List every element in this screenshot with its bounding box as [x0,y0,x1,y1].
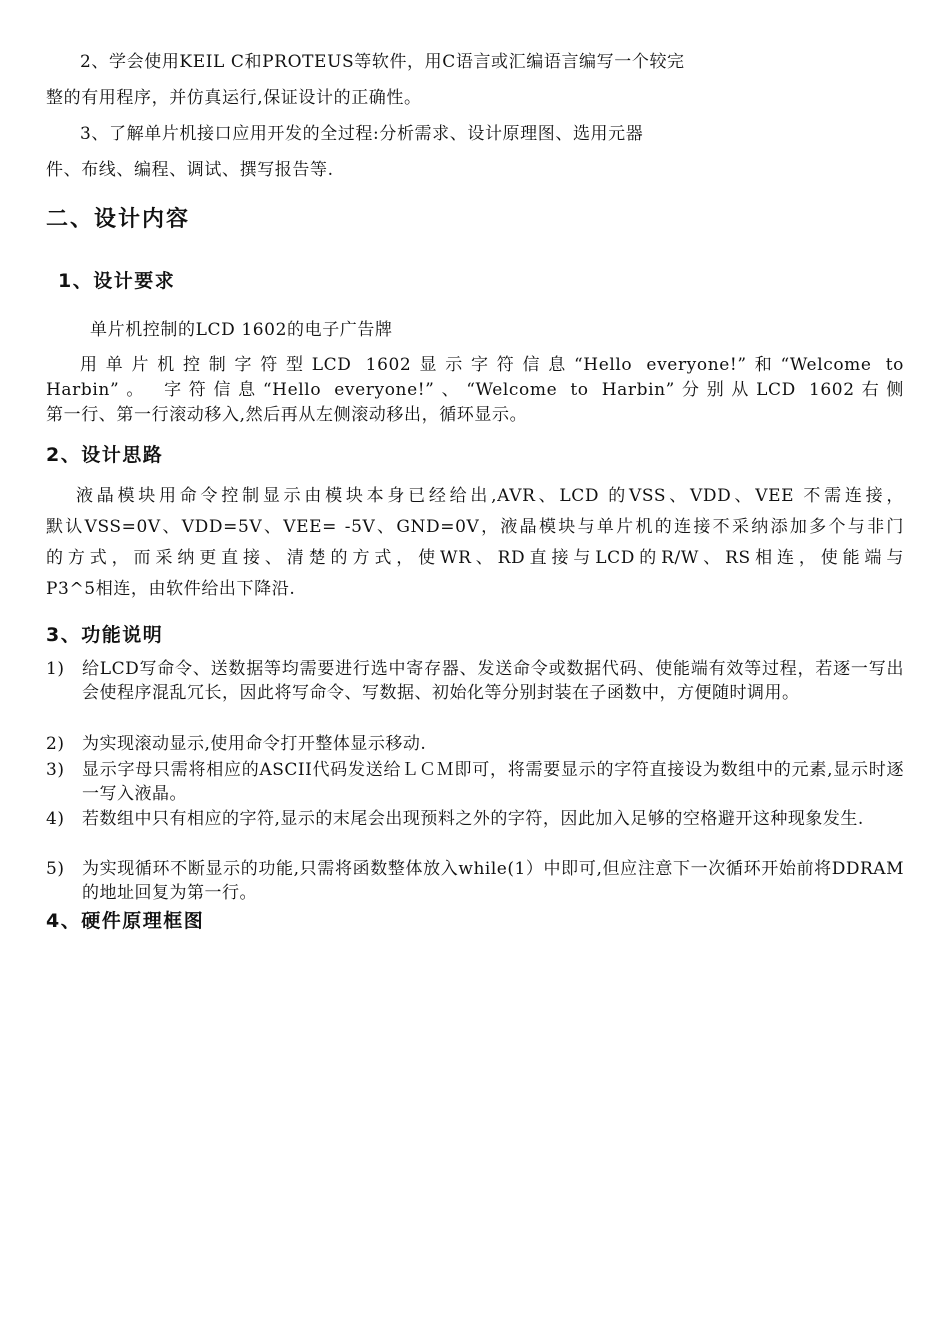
function-item-number: 1) [46,659,65,679]
objective-2-line1: 2、学会使用KEIL C和PROTEUS等软件，用C语言或汇编语言编写一个较完 [80,52,685,72]
objective-3-line2: 件、布线、编程、调试、撰写报告等. [46,160,334,180]
objective-3-line1: 3、了解单片机接口应用开发的全过程:分析需求、设计原理图、选用元器 [80,124,644,144]
function-item-number: 4) [46,809,65,829]
section-heading-design-content: 二、设计内容 [46,207,191,232]
function-item-text: 显示字母只需将相应的ASCII代码发送给ＬＣＭ即可，将需要显示的字符直接设为数组中的元素,显示时逐一写入液晶。 [82,760,904,804]
function-item [46,732,904,756]
function-item-text: 若数组中只有相应的字符,显示的末尾会出现预料之外的字符，因此加入足够的空格避开这种现象发生. [82,809,864,829]
function-item-number: 2) [46,734,65,754]
heading-design-approach: 2、设计思路 [46,444,164,466]
requirements-line3: 第一行、第一行滚动移入,然后再从左侧滚动移出，循环显示。 [46,405,528,425]
function-item-number: 5) [46,859,65,879]
function-item [46,807,904,855]
approach-line4: P3^5相连，由软件给出下降沿. [46,579,296,599]
heading-function-description: 3、功能说明 [46,624,164,646]
function-item-number: 3) [46,760,65,780]
objective-2-line2: 整的有用程序，并仿真运行,保证设计的正确性。 [46,88,422,108]
approach-line1: 液晶模块用命令控制显示由模块本身已经给出,AVR、LCD 的VSS、VDD、VEE 不需连接， [76,486,904,506]
function-item-text: 为实现循环不断显示的功能,只需将函数整体放入while(1）中即可,但应注意下一次循环开始前将DDRAM的地址回复为第一行。 [82,859,904,903]
requirements-line2: Harbin”。 字符信息“Hello everyone!”、“Welcome to Harbin”分别从LCD 1602右侧 [46,380,904,400]
approach-line2: 默认VSS=0V、VDD=5V、VEE= -5V、GND=0V，液晶模块与单片机的连接不采纳添加多个与非门 [46,517,904,537]
requirements-line1: 用单片机控制字符型LCD 1602显示字符信息“Hello everyone!”和“Welcome to [80,355,904,375]
function-item-text: 为实现滚动显示,使用命令打开整体显示移动. [82,734,427,754]
function-item-text: 给LCD写命令、送数据等均需要进行选中寄存器、发送命令或数据代码、使能端有效等过程，若逐一写出会使程序混乱冗长，因此将写命令、写数据、初始化等分别封装在子函数中，方便随时调用。 [82,659,904,703]
heading-hardware-diagram: 4、硬件原理框图 [46,910,205,932]
function-item [46,657,904,729]
heading-design-requirements: 1、设计要求 [58,270,176,292]
function-item [46,758,904,806]
requirements-subtitle: 单片机控制的LCD 1602的电子广告牌 [90,320,393,340]
function-item [46,857,904,905]
approach-line3: 的方式，而采纳更直接、清楚的方式，使WR、RD直接与LCD的R/W、RS相连，使能端与 [46,548,904,568]
